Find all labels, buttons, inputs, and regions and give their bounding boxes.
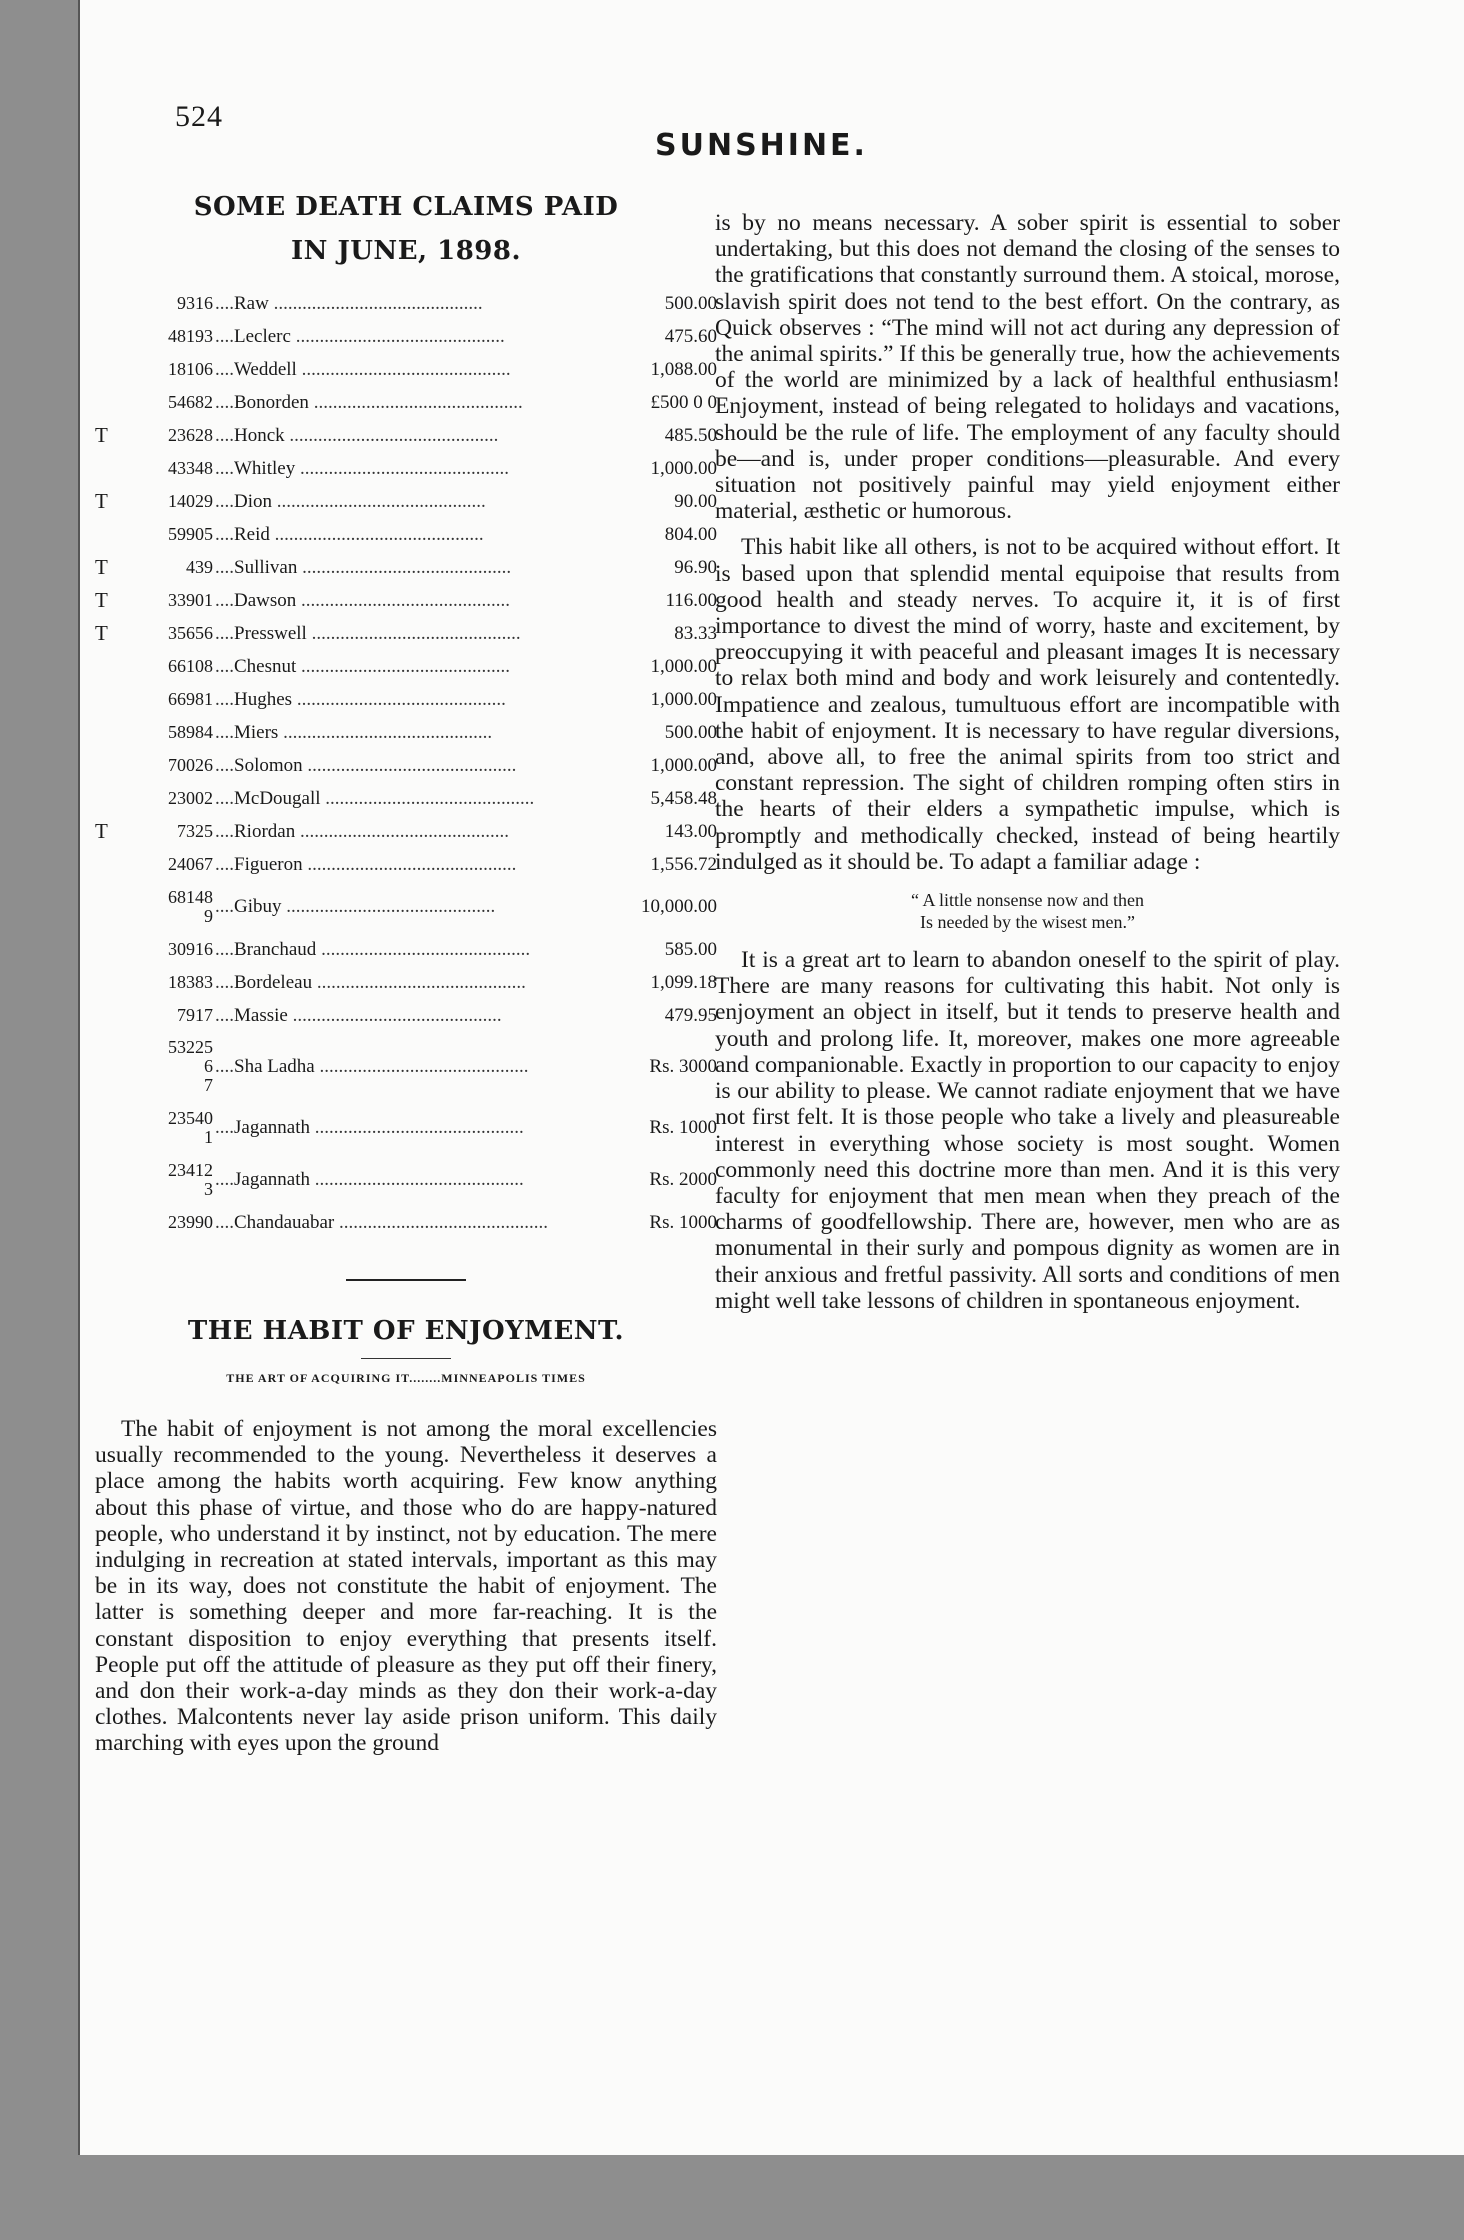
claim-mark: T (95, 819, 108, 843)
claim-row (95, 485, 717, 518)
claim-row (95, 551, 717, 584)
claim-number-part: 7325 (177, 821, 213, 841)
claim-number-part: 23540 (168, 1107, 213, 1128)
claim-number (121, 485, 215, 518)
claim-number-part: 59905 (168, 524, 213, 544)
claim-row (95, 815, 717, 848)
claim-amount: 83.33 (674, 622, 717, 644)
running-title: SUNSHINE. (655, 128, 868, 163)
claim-mark (95, 683, 121, 716)
claim-row (95, 881, 717, 933)
claim-number-part: 23002 (168, 788, 213, 808)
claim-number-part: 33901 (168, 590, 213, 610)
claim-number-part: 24067 (168, 854, 213, 874)
claim-name-cell: ....Weddell ............................................ (215, 358, 511, 380)
claim-mark (95, 966, 121, 999)
claim-amount: 1,000.00 (650, 655, 717, 677)
claim-name-cell: ....Riordan ............................................ (215, 820, 509, 842)
verse-line-2: Is needed by the wisest men.” (920, 912, 1135, 933)
claim-number (121, 617, 215, 650)
claim-number-part: 18106 (168, 359, 213, 379)
claim-row (95, 749, 717, 782)
claim-name: Dion (234, 490, 272, 512)
claim-mark (95, 320, 121, 353)
claim-number (121, 287, 215, 320)
claim-name-cell: ....Leclerc ............................................ (215, 325, 505, 347)
claim-amount: Rs. 3000 (649, 1056, 717, 1077)
claim-name-cell: ....Gibuy ............................................ (215, 896, 496, 917)
claim-row (95, 848, 717, 881)
claim-mark (95, 518, 121, 551)
claim-number-part: 58984 (168, 722, 213, 742)
claim-number (121, 848, 215, 881)
claim-amount: 116.00 (665, 589, 717, 611)
article-paragraph-1: The habit of enjoyment is not among the moral excellencies usually recommended to the young. Nevertheless it deserves a place among the habits worth acquiring. Few know anything about this phase of virtue, and those who do are happy-natured people, who understand it by instinct, not by education. The mere indulging in recreation at stated intervals, important as this may be in its way, does not constitute the habit of enjoyment. The latter is something deeper and more far-reaching. It is the constant disposition to enjoy everything that presents itself. People put off the attitude of pleasure as they put off their finery, and don their work-a-day minds as they don their work-a-day clothes. Malcontents never lay aside prison uniform. This daily marching with eyes upon the ground (95, 1416, 717, 1757)
claim-name: Bordeleau (234, 971, 313, 993)
claim-amount: 1,000.00 (650, 688, 717, 710)
claim-name-cell: ....Dawson ............................................ (215, 589, 511, 611)
claim-number (121, 452, 215, 485)
claim-mark (95, 650, 121, 683)
claim-name: Solomon (234, 754, 303, 776)
claim-number-part: 14029 (168, 491, 213, 511)
claim-mark (95, 933, 121, 966)
claim-name-cell: ....Bonorden ............................................ (215, 391, 523, 413)
claim-name-cell: ....Chandauabar ............................................ (215, 1211, 548, 1233)
claim-row (95, 353, 717, 386)
claim-mark (95, 999, 121, 1032)
claim-name-cell: ....Sullivan ............................................ (215, 556, 512, 578)
claim-amount: 1,000.00 (650, 457, 717, 479)
claim-name-cell: ....Dion ............................................ (215, 490, 486, 512)
right-column (715, 210, 1340, 1314)
claim-amount: 500.00 (664, 292, 717, 314)
claim-row (95, 1154, 717, 1206)
claim-number-part: 7 (204, 1075, 213, 1095)
claim-name-cell: ....Presswell ............................................ (215, 622, 521, 644)
claim-number-part: 35656 (168, 623, 213, 643)
claim-row (95, 320, 717, 353)
claim-name: Branchaud (234, 938, 317, 960)
claim-number-part: 68148 (168, 886, 213, 907)
claim-amount: 96.90 (674, 556, 717, 578)
claim-name-cell: ....Raw ............................................ (215, 292, 483, 314)
claim-mark (95, 1102, 121, 1154)
claim-number-part: 3 (204, 1178, 213, 1199)
claim-number (121, 1154, 215, 1206)
claim-number (121, 551, 215, 584)
claim-name-cell: ....Massie ............................................ (215, 1004, 502, 1026)
claim-name: Hughes (234, 688, 293, 710)
claim-row (95, 999, 717, 1032)
claim-name: Sullivan (234, 556, 298, 578)
claim-row (95, 1032, 717, 1102)
claim-name: Leclerc (234, 325, 291, 347)
claim-amount: £500 0 0 (650, 391, 717, 413)
article-paragraph-3: This habit like all others, is not to be acquired without effort. It is based upon that splendid mental equipoise that results from good health and steady nerves. To acquire it, it is of first importance to divest the mind of worry, haste and excitement, by preoccupying it with peaceful and pleasant images It is necessary to relax both mind and body and work leisurely and contentedly. Impatience and zealous, tumultuous effort are incompatible with the habit of enjoyment. It is necessary to have regular diversions, and, above all, to free the animal spirits from too strict and constant repression. The sight of children romping often stirs in the hearts of their elders a sympathetic impulse, which is promptly and methodically checked, instead of being heartily indulged as it should be. To adapt a familiar adage : (715, 534, 1340, 875)
claim-row (95, 716, 717, 749)
claim-amount: 10,000.00 (641, 896, 717, 917)
claim-name: Dawson (234, 589, 297, 611)
claim-name-cell: ....Chesnut ............................................ (215, 655, 511, 677)
claim-name-cell: ....Figueron ............................................ (215, 853, 517, 875)
claim-number-part: 9316 (177, 293, 213, 313)
claim-amount: 1,556.72 (650, 853, 717, 875)
claim-number-part: 70026 (168, 755, 213, 775)
claim-number (121, 881, 215, 933)
claim-name-cell: ....Jagannath ............................................ (215, 1169, 524, 1190)
claim-mark (95, 716, 121, 749)
claim-number (121, 683, 215, 716)
claim-number-part: 53225 (168, 1037, 213, 1057)
claim-row (95, 617, 717, 650)
claim-row (95, 452, 717, 485)
claim-number-part: 66108 (168, 656, 213, 676)
claim-number (121, 966, 215, 999)
claim-amount: 1,000.00 (650, 754, 717, 776)
claim-mark (95, 749, 121, 782)
claim-name: Riordan (234, 820, 296, 842)
claim-mark (95, 452, 121, 485)
article-paragraph-2: is by no means necessary. A sober spirit is essential to sober undertaking, but this does not demand the closing of the senses to the gratifications that constantly surround them. A stoical, morose, slavish spirit does not tend to the best effort. On the contrary, as Quick observes : “The mind will not act during any depression of the animal spirits.” If this be generally true, how the achievements of the world are minimized by a lack of healthful enthusiasm! Enjoyment, instead of being relegated to holidays and vacations, should be the rule of life. The employment of any faculty should be—and is, under proper conditions—pleasurable. And every situation not positively painful may yield enjoyment either material, æsthetic or humorous. (715, 210, 1340, 525)
claim-number-part: 18383 (168, 972, 213, 992)
claim-mark: T (95, 555, 108, 579)
claim-amount: Rs. 2000 (649, 1169, 717, 1190)
claim-mark: T (95, 588, 108, 612)
claim-number-part: 6 (204, 1056, 213, 1076)
claim-number (121, 999, 215, 1032)
claim-row (95, 966, 717, 999)
claim-number-part: 7917 (177, 1005, 213, 1025)
claim-name: Bonorden (234, 391, 309, 413)
claim-number (121, 584, 215, 617)
claim-amount: 5,458.48 (650, 787, 717, 809)
claim-name: Chandauabar (234, 1211, 335, 1233)
claim-row (95, 518, 717, 551)
claim-amount: 485.50 (664, 424, 717, 446)
claim-number-part: 9 (204, 905, 213, 926)
claim-name: Reid (234, 523, 270, 545)
claim-number (121, 749, 215, 782)
claim-name-cell: ....Solomon ............................................ (215, 754, 517, 776)
page-number: 524 (175, 100, 223, 133)
verse-line-1: “ A little nonsense now and then (911, 890, 1144, 911)
section-divider (346, 1279, 466, 1281)
claim-number (121, 518, 215, 551)
claim-number-part: 23990 (168, 1212, 213, 1232)
claim-number-part: 23628 (168, 425, 213, 445)
claim-number (121, 933, 215, 966)
claim-number-part: 439 (186, 557, 213, 577)
claim-name: Sha Ladha (234, 1056, 315, 1077)
claim-name: Miers (234, 721, 279, 743)
article-paragraph-4: It is a great art to learn to abandon oneself to the spirit of play. There are many reasons for cultivating this habit. Not only is enjoyment an object in itself, but it tends to preserve health and youth and prolong life. It, moreover, makes one more agreeable and companionable. Exactly in proportion to our capacity to enjoy is our ability to please. We cannot radiate enjoyment that we have not first felt. It is those people who take a lively and pleasureable interest in everything whose society is most sought. Women commonly need this doctrine more than men. And it is this very faculty for enjoyment that men mean when they preach of the charms of goodfellowship. There are, however, men who are as monumental in their surly and pompous dignity as women are in their anxious and fretful passivity. All sorts and conditions of men might well take lessons of children in spontaneous enjoyment. (715, 947, 1340, 1314)
claim-amount: 585.00 (664, 938, 717, 960)
claim-number (121, 320, 215, 353)
claim-row (95, 1102, 717, 1154)
claim-mark (95, 881, 121, 933)
article-source: THE ART OF ACQUIRING IT........MINNEAPOLIS TIMES (226, 1371, 586, 1385)
claim-name-cell: ....Whitley ............................................ (215, 457, 509, 479)
claim-number-part: 54682 (168, 392, 213, 412)
claim-amount: 1,099.18 (650, 971, 717, 993)
claim-name-cell: ....Branchaud ............................................ (215, 938, 531, 960)
claim-amount: 143.00 (664, 820, 717, 842)
claim-number-part: 43348 (168, 458, 213, 478)
claim-row (95, 782, 717, 815)
claim-name: Gibuy (234, 896, 282, 917)
claim-name-cell: ....Jagannath ............................................ (215, 1117, 524, 1138)
claim-name-cell: ....Reid ............................................ (215, 523, 484, 545)
claim-amount: 475.60 (664, 325, 717, 347)
claims-title-line-1: SOME DEATH CLAIMS PAID (193, 192, 619, 222)
claims-table (95, 287, 717, 1239)
claim-amount: 500.00 (664, 721, 717, 743)
claim-mark: T (95, 621, 108, 645)
claim-name: Jagannath (234, 1117, 310, 1138)
claim-mark: T (95, 489, 108, 513)
claim-number (121, 386, 215, 419)
claim-number (121, 419, 215, 452)
claim-number-part: 66981 (168, 689, 213, 709)
claim-amount: 479.95 (664, 1004, 717, 1026)
claim-amount: 90.00 (674, 490, 717, 512)
claim-mark: T (95, 423, 108, 447)
claim-row (95, 683, 717, 716)
left-column (95, 185, 717, 1757)
claim-name: Honck (234, 424, 285, 446)
claim-amount: 804.00 (664, 523, 717, 545)
claim-name: Presswell (234, 622, 307, 644)
claim-row (95, 584, 717, 617)
title-rule (361, 1358, 451, 1359)
claim-row (95, 650, 717, 683)
claim-row (95, 386, 717, 419)
claim-number-part: 30916 (168, 939, 213, 959)
claim-name-cell: ....Honck ............................................ (215, 424, 499, 446)
claim-number (121, 782, 215, 815)
claim-name-cell: ....Hughes ............................................ (215, 688, 506, 710)
claim-number (121, 1102, 215, 1154)
claim-name: Figueron (234, 853, 303, 875)
claim-name: McDougall (234, 787, 321, 809)
claim-row (95, 1206, 717, 1239)
claim-number-part: 23412 (168, 1159, 213, 1180)
article-title: THE HABIT OF ENJOYMENT. (187, 1316, 625, 1346)
claim-mark (95, 1032, 121, 1102)
claim-number-part: 48193 (168, 326, 213, 346)
claim-name: Whitley (234, 457, 296, 479)
claim-name: Jagannath (234, 1169, 310, 1190)
claim-mark (95, 353, 121, 386)
claim-mark (95, 1154, 121, 1206)
claim-mark (95, 1206, 121, 1239)
claim-name-cell: ....McDougall ............................................ (215, 787, 535, 809)
claim-number (121, 1032, 215, 1102)
claim-amount: Rs. 1000 (649, 1117, 717, 1138)
claim-number (121, 353, 215, 386)
claim-row (95, 419, 717, 452)
claim-name-cell: ....Bordeleau ............................................ (215, 971, 526, 993)
claim-number (121, 716, 215, 749)
claim-mark (95, 782, 121, 815)
claim-row (95, 933, 717, 966)
claim-number-part: 1 (204, 1126, 213, 1147)
claim-mark (95, 287, 121, 320)
quoted-verse (715, 889, 1340, 933)
claim-mark (95, 848, 121, 881)
claims-title (95, 185, 717, 273)
claim-name: Massie (234, 1004, 288, 1026)
claim-row (95, 287, 717, 320)
claim-number (121, 1206, 215, 1239)
claim-name-cell: ....Sha Ladha ............................................ (215, 1056, 529, 1077)
claim-number (121, 815, 215, 848)
claim-amount: 1,088.00 (650, 358, 717, 380)
claim-name: Weddell (234, 358, 297, 380)
claim-amount: Rs. 1000 (649, 1211, 717, 1233)
claim-name: Chesnut (234, 655, 297, 677)
claim-name: Raw (234, 292, 269, 314)
claim-number (121, 650, 215, 683)
claim-mark (95, 386, 121, 419)
claim-name-cell: ....Miers ............................................ (215, 721, 493, 743)
claims-title-line-2: IN JUNE, 1898. (290, 236, 522, 266)
